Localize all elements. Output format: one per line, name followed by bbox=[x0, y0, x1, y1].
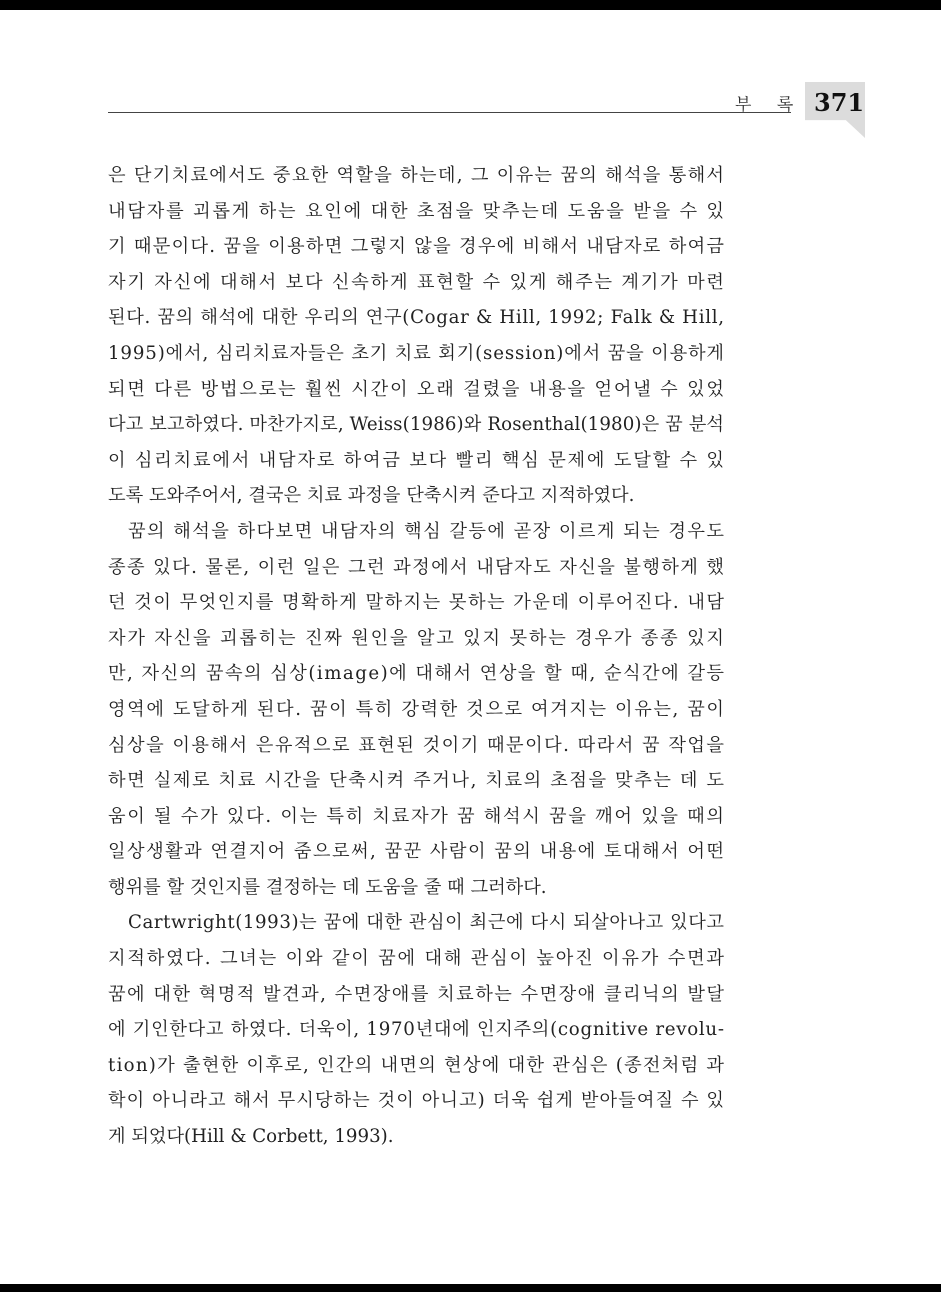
text-line: 자기 자신에 대해서 보다 신속하게 표현할 수 있게 해주는 계기가 마련 bbox=[108, 271, 726, 293]
text-line: 다고 보고하였다. 마찬가지로, Weiss(1986)와 Rosenthal(1980)은 꿈 분석 bbox=[108, 414, 725, 436]
text-line: Cartwright(1993)는 꿈에 대한 관심이 최근에 다시 되살아나고 있다고 bbox=[128, 912, 725, 934]
header-rule bbox=[108, 112, 791, 113]
text-line: 자가 자신을 괴롭히는 진짜 원인을 알고 있지 못하는 경우가 종종 있지 bbox=[108, 627, 726, 649]
page-number: 371 bbox=[814, 88, 865, 117]
text-line: 심상을 이용해서 은유적으로 표현된 것이기 때문이다. 따라서 꿈 작업을 bbox=[108, 734, 726, 756]
text-line: 이 심리치료에서 내담자로 하여금 보다 빨리 핵심 문제에 도달할 수 있 bbox=[108, 449, 726, 471]
text-line: tion)가 출현한 이후로, 인간의 내면의 현상에 대한 관심은 (종전처럼 과 bbox=[108, 1054, 726, 1076]
text-line: 만, 자신의 꿈속의 심상(image)에 대해서 연상을 할 때, 순식간에 갈등 bbox=[108, 663, 726, 685]
text-line: 종종 있다. 물론, 이런 일은 그런 과정에서 내담자도 자신을 불행하게 했 bbox=[108, 556, 726, 578]
text-line: 도록 도와주어서, 결국은 치료 과정을 단축시켜 준다고 지적하였다. bbox=[108, 485, 635, 507]
text-line: 움이 될 수가 있다. 이는 특히 치료자가 꿈 해석시 꿈을 깨어 있을 때의 bbox=[108, 805, 726, 827]
text-line: 지적하였다. 그녀는 이와 같이 꿈에 대해 관심이 높아진 이유가 수면과 bbox=[108, 948, 726, 970]
section-label: 부 록 bbox=[735, 95, 804, 115]
text-line: 내담자를 괴롭게 하는 요인에 대한 초점을 맞추는데 도움을 받을 수 있 bbox=[108, 200, 726, 222]
text-line: 에 기인한다고 하였다. 더욱이, 1970년대에 인지주의(cognitive revolu- bbox=[108, 1019, 725, 1041]
text-line: 행위를 할 것인지를 결정하는 데 도움을 줄 때 그러하다. bbox=[108, 876, 547, 898]
text-line: 학이 아니라고 해서 무시당하는 것이 아니고) 더욱 쉽게 받아들여질 수 있 bbox=[108, 1090, 726, 1112]
text-line: 기 때문이다. 꿈을 이용하면 그렇지 않을 경우에 비해서 내담자로 하여금 bbox=[108, 236, 726, 258]
text-line: 꿈에 대한 혁명적 발견과, 수면장애를 치료하는 수면장애 클리닉의 발달 bbox=[108, 983, 726, 1005]
text-line: 은 단기치료에서도 중요한 역할을 하는데, 그 이유는 꿈의 해석을 통해서 bbox=[108, 165, 726, 186]
text-line: 1995)에서, 심리치료자들은 초기 치료 회기(session)에서 꿈을 이용하게 bbox=[108, 342, 725, 364]
text-line: 게 되었다(Hill & Corbett, 1993). bbox=[108, 1126, 394, 1148]
text-line: 하면 실제로 치료 시간을 단축시켜 주거나, 치료의 초점을 맞추는 데 도 bbox=[108, 770, 726, 792]
text-line: 던 것이 무엇인지를 명확하게 말하지는 못하는 가운데 이루어진다. 내담 bbox=[108, 592, 726, 614]
text-line: 일상생활과 연결지어 줌으로써, 꿈꾼 사람이 꿈의 내용에 토대해서 어떤 bbox=[108, 841, 726, 863]
book-page bbox=[0, 10, 941, 1284]
text-line: 영역에 도달하게 된다. 꿈이 특히 강력한 것으로 여겨지는 이유는, 꿈이 bbox=[108, 698, 726, 720]
body-text bbox=[108, 158, 724, 1155]
text-line: 되면 다른 방법으로는 훨씬 시간이 오래 걸렸을 내용을 얻어낼 수 있었 bbox=[108, 378, 726, 400]
text-line: 된다. 꿈의 해석에 대한 우리의 연구(Cogar & Hill, 1992; Falk & Hill, bbox=[108, 307, 725, 329]
text-line: 꿈의 해석을 하다보면 내담자의 핵심 갈등에 곧장 이르게 되는 경우도 bbox=[128, 520, 726, 542]
